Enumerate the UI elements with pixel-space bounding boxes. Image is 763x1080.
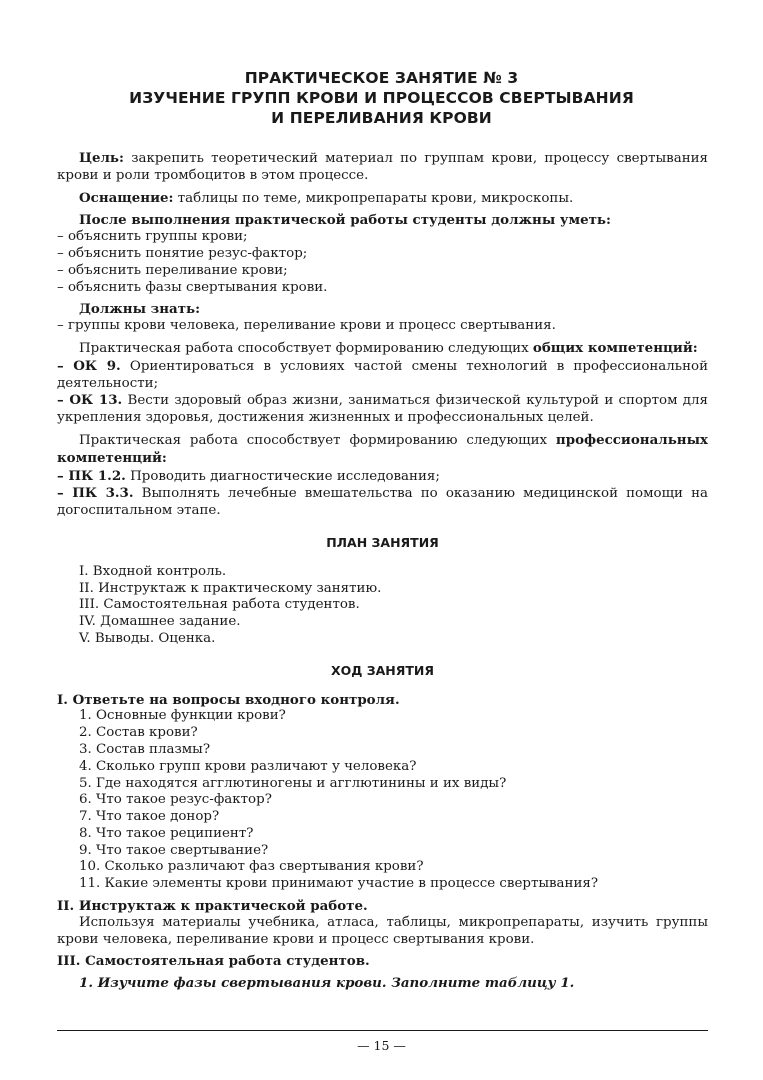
document-body — [57, 150, 708, 992]
question-item: 7. Что такое донор? — [79, 809, 220, 825]
equipment-text: таблицы по теме, микропрепараты крови, микроскопы. — [173, 190, 574, 206]
general-competencies-intro: Практическая работа способствует формированию следующих общих компетенций: — [79, 339, 698, 356]
questions-list — [57, 708, 708, 893]
question-item: 4. Сколько групп крови различают у человека? — [79, 758, 417, 774]
skill-item: – объяснить понятие резус-фактор; — [57, 245, 308, 261]
question-item: 9. Что такое свертывание? — [79, 842, 269, 858]
section-3-heading: III. Самостоятельная работа студентов. — [57, 953, 370, 970]
task-1: 1. Изучите фазы свертывания крови. Заполните таблицу 1. — [79, 975, 575, 992]
question-item: 3. Состав плазмы? — [79, 741, 210, 757]
section-2-text: Используя материалы учебника, атласа, таблицы, микропрепараты, изучить группы крови человека, переливание крови и процесс свертывания крови. — [57, 914, 708, 947]
competency-ok13: – ОК 13. Вести здоровый образ жизни, заниматься физической культурой и спортом для укрепления здоровья, достижения жизненных и профессиональных целей. — [57, 392, 708, 426]
plan-heading: ПЛАН ЗАНЯТИЯ — [326, 534, 439, 550]
knowledge-heading: Должны знать: — [79, 301, 201, 318]
knowledge-block — [57, 301, 708, 335]
skills-block — [57, 212, 708, 296]
title-line-2: ИЗУЧЕНИЕ ГРУПП КРОВИ И ПРОЦЕССОВ СВЕРТЫВАНИЯ — [129, 89, 634, 107]
question-item: 11. Какие элементы крови принимают участие в процессе свертывания? — [79, 876, 599, 892]
knowledge-item: – группы крови человека, переливание крови и процесс свертывания. — [57, 318, 556, 334]
general-competencies-label: общих компетенций: — [532, 339, 698, 356]
page-number: — 15 — — [357, 1038, 406, 1053]
goal-text: закрепить теоретический материал по группам крови, процессу свертывания крови и роли тромбоцитов в этом процессе. — [57, 151, 708, 183]
footer-divider — [57, 1030, 708, 1031]
question-item: 8. Что такое реципиент? — [79, 825, 254, 841]
course-heading: ХОД ЗАНЯТИЯ — [330, 662, 434, 678]
professional-competencies-label: профессиональных компетенций: — [57, 431, 708, 466]
page-title — [60, 68, 703, 128]
equipment-label: Оснащение: — [79, 189, 174, 206]
question-item: 2. Состав крови? — [79, 725, 198, 741]
title-line-1: ПРАКТИЧЕСКОЕ ЗАНЯТИЕ № 3 — [244, 69, 519, 87]
plan-item: IV. Домашнее задание. — [79, 614, 241, 630]
skills-heading: После выполнения практической работы студенты должны уметь: — [79, 212, 611, 229]
skill-item: – объяснить группы крови; — [57, 229, 248, 245]
question-item: 6. Что такое резус-фактор? — [79, 792, 272, 808]
plan-item: III. Самостоятельная работа студентов. — [79, 597, 360, 613]
plan-item: II. Инструктаж к практическому занятию. — [79, 580, 382, 596]
plan-item: I. Входной контроль. — [79, 563, 227, 579]
goal-label: Цель: — [79, 150, 124, 166]
professional-competencies-intro: Практическая работа способствует формированию следующих профессиональных компетенций: — [57, 431, 708, 466]
plan-item: V. Выводы. Оценка. — [79, 630, 216, 646]
equipment-paragraph — [57, 190, 708, 208]
question-item: 1. Основные функции крови? — [79, 708, 286, 724]
plan-list — [57, 564, 708, 648]
competency-pk12: – ПК 1.2. Проводить диагностические исследования; — [57, 467, 440, 484]
competency-ok9: – ОК 9. Ориентироваться в условиях частой смены технологий в профессиональной деятельности; — [57, 357, 708, 391]
skill-item: – объяснить переливание крови; — [57, 262, 288, 278]
question-item: 10. Сколько различают фаз свертывания крови? — [79, 859, 424, 875]
section-2-heading: II. Инструктаж к практической работе. — [57, 898, 368, 915]
goal-paragraph — [57, 150, 708, 185]
question-item: 5. Где находятся агглютиногены и агглютинины и их виды? — [79, 775, 507, 791]
section-1-heading: I. Ответьте на вопросы входного контроля. — [57, 691, 400, 708]
skill-item: – объяснить фазы свертывания крови. — [57, 279, 328, 295]
competency-pk33: – ПК 3.3. Выполнять лечебные вмешательства по оказанию медицинской помощи на догоспитальном этапе. — [57, 485, 709, 519]
title-line-3: И ПЕРЕЛИВАНИЯ КРОВИ — [271, 109, 492, 127]
